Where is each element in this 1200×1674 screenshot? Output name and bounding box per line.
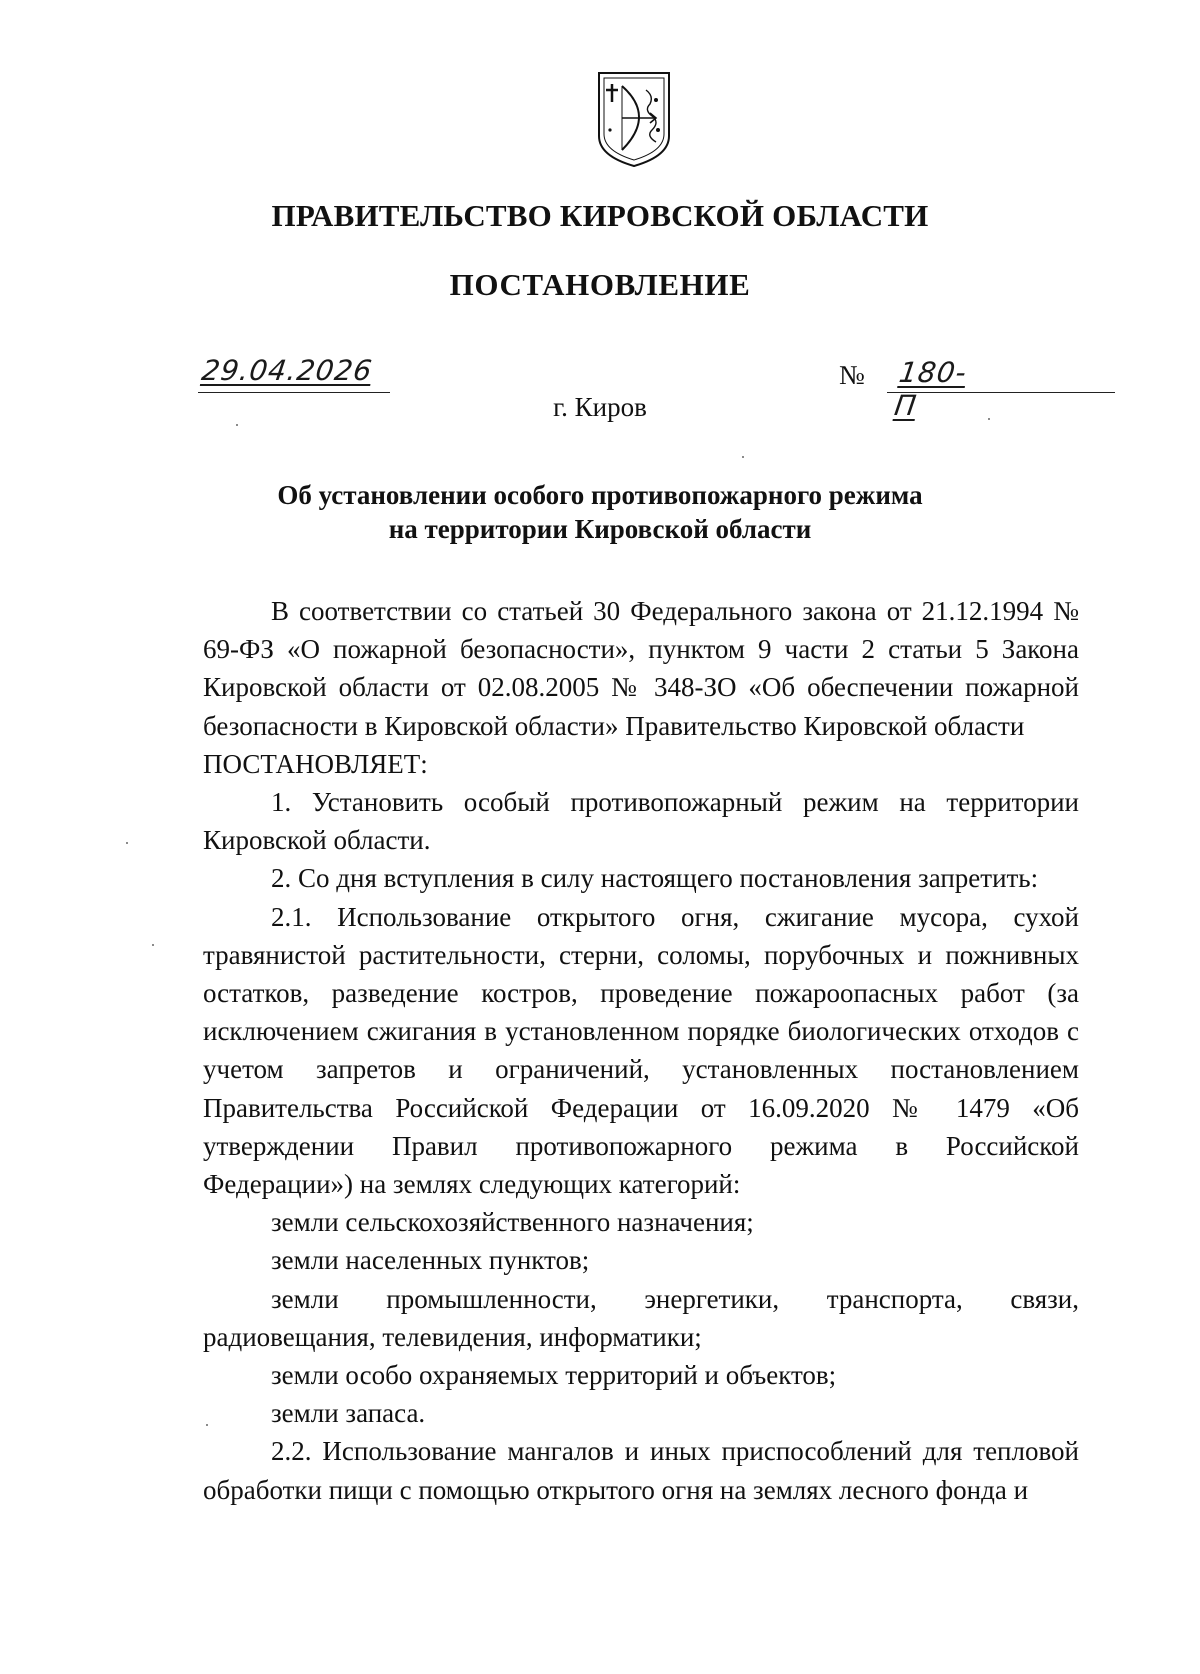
- decree-word: ПОСТАНОВЛЯЕТ:: [203, 748, 428, 779]
- city-line: г. Киров: [553, 392, 647, 422]
- scan-speck: [206, 1424, 208, 1426]
- land-category-item: земли промышленности, энергетики, транспорта, связи, радиовещания, телевидения, информатики;: [203, 1283, 1079, 1352]
- item-2-2-paragraph: 2.2. Использование мангалов и иных приспособлений для тепловой обработки пищи с помощью открытого огня на землях лесного фонда и: [203, 1436, 1079, 1505]
- handwritten-date: 29.04.2026: [199, 354, 375, 387]
- land-category-item: земли особо охраняемых территорий и объектов;: [271, 1360, 837, 1391]
- item-1-paragraph: 1. Установить особый противопожарный режим на территории Кировской области.: [203, 787, 1079, 856]
- organization-heading: ПРАВИТЕЛЬСТВО КИРОВСКОЙ ОБЛАСТИ: [271, 198, 929, 233]
- scan-speck: [126, 842, 128, 844]
- document-type-heading: ПОСТАНОВЛЕНИЕ: [449, 267, 751, 302]
- land-category-item: земли населенных пунктов;: [271, 1245, 590, 1276]
- land-category-item: земли сельскохозяйственного назначения;: [271, 1207, 754, 1238]
- scan-speck: [236, 424, 238, 426]
- handwritten-number: 180-П: [892, 356, 970, 422]
- item-2-1-paragraph: 2.1. Использование открытого огня, сжигание мусора, сухой травянистой растительности, стерни, соломы, порубочных и пожнивных остатков, разведение костров, проведение пожароопасных работ (за исключением сжигания в установленном порядке биологических отходов с учетом запретов и ограничений, установленных постановлением Правительства Российской Федерации от 16.09.2020 № 1479 «Об утверждении Правил противопожарного режима в Российской Федерации») на землях следующих категорий:: [203, 901, 1079, 1200]
- scan-speck: [152, 944, 154, 946]
- scan-speck: [742, 456, 744, 458]
- document-title: [0, 478, 1200, 546]
- scan-speck: [988, 418, 990, 420]
- item-2-paragraph: 2. Со дня вступления в силу настоящего постановления запретить:: [271, 863, 1039, 894]
- kirov-oblast-coat-of-arms-icon: [596, 70, 672, 168]
- land-category-item: земли запаса.: [271, 1398, 426, 1429]
- title-line-2: на территории Кировской области: [388, 514, 812, 544]
- title-line-1: Об установлении особого противопожарного режима: [277, 480, 923, 510]
- document-body: [203, 592, 1079, 1509]
- date-field: [198, 352, 390, 393]
- preamble-paragraph: В соответствии со статьей 30 Федерального закона от 21.12.1994 № 69-ФЗ «О пожарной безопасности», пунктом 9 части 2 статьи 5 Закона Кировской области от 02.08.2005 № 348-ЗО «Об обеспечении пожарной безопасности в Кировской области» Правительство Кировской области: [203, 596, 1079, 741]
- number-sign: №: [839, 360, 865, 390]
